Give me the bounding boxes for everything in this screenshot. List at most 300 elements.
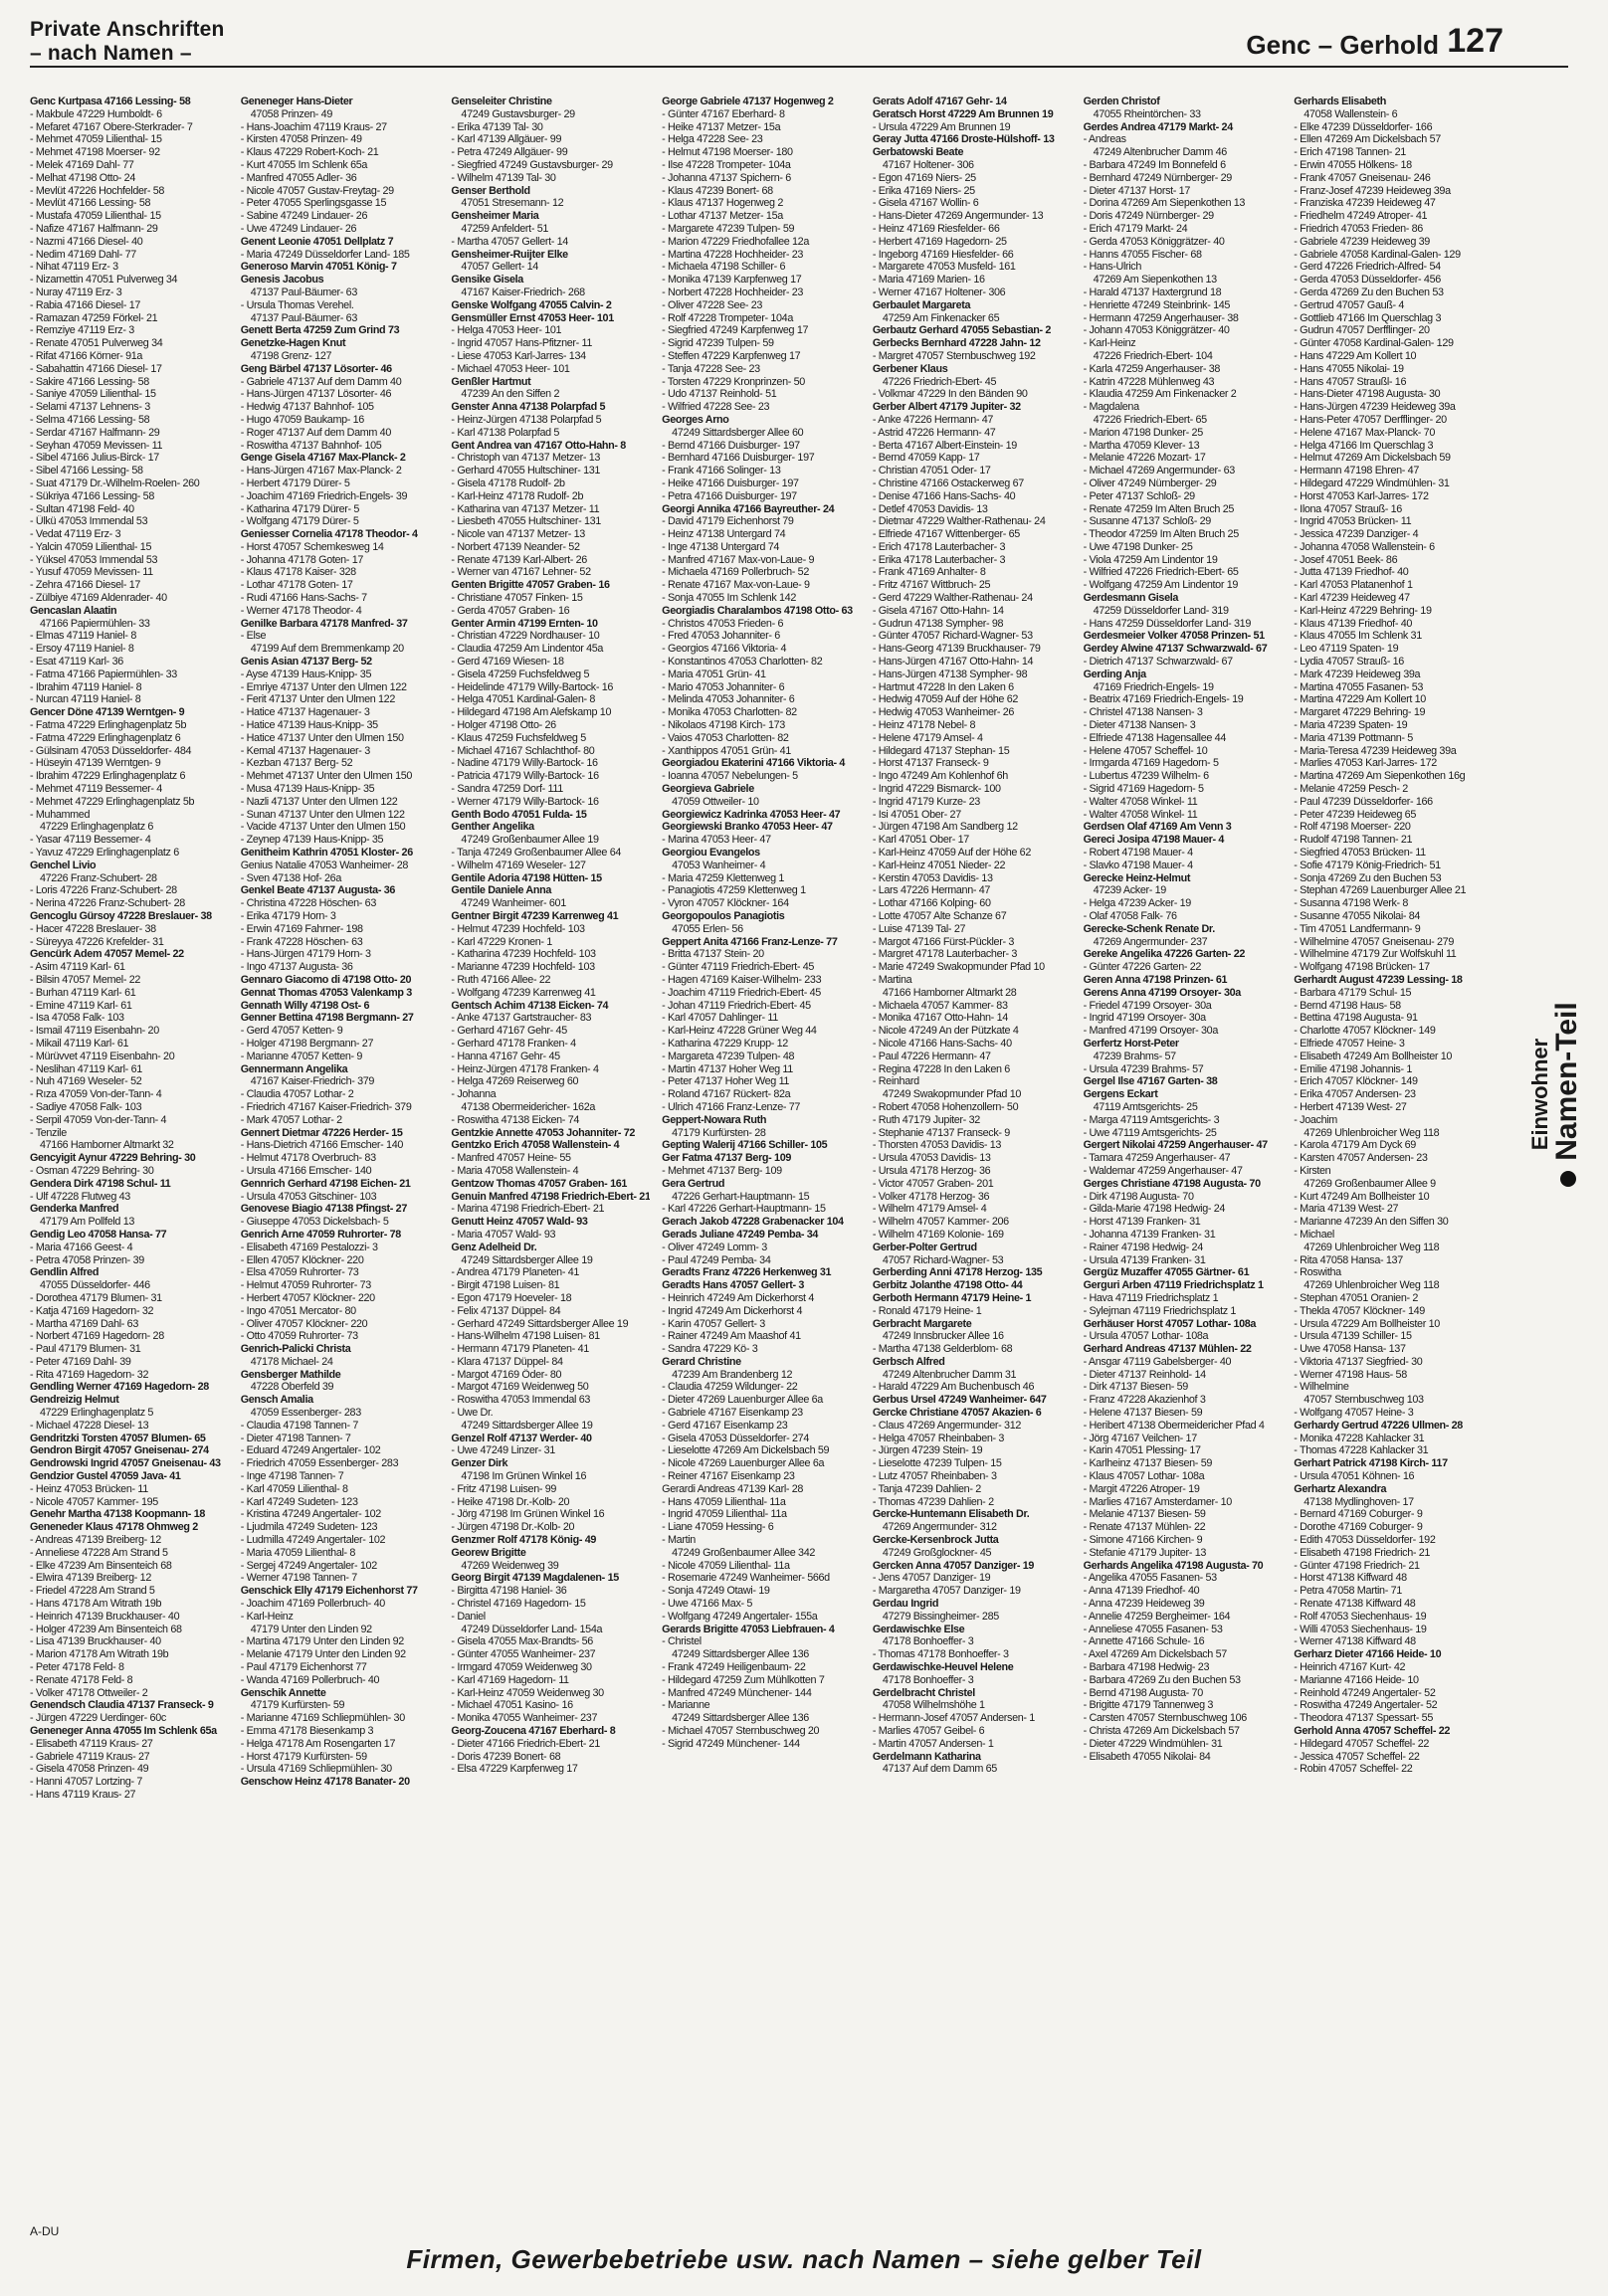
listing-entry: - Gilda-Marie 47198 Hedwig- 24: [1083, 1203, 1226, 1216]
listing-entry: - Gülsinam 47053 Düsseldorfer- 484: [30, 744, 192, 757]
listing-entry: - Klaus 47239 Bonert- 68: [662, 184, 773, 197]
listing-entry: - Mark 47057 Lothar- 2: [240, 1113, 342, 1126]
listing-entry: - Heinrich 47249 Am Dickerhorst 4: [662, 1291, 815, 1304]
listing-entry: - Karl-Heinz: [240, 1610, 294, 1623]
listing-entry: - Robert 47198 Mauer- 4: [1083, 847, 1193, 860]
listing-entry: - Thorsten 47053 Davidis- 13: [872, 1139, 1002, 1152]
listing-entry: 47198 Grenz- 127: [250, 349, 332, 362]
listing-entry: - Karl-Heinz 47059 Weidenweg 30: [451, 1686, 604, 1699]
listing-entry: - Ingeborg 47169 Hiesfelder- 66: [872, 248, 1014, 261]
listing-entry: - Martha 47057 Gellert- 14: [451, 235, 568, 248]
surname-entry: Gencer Döne 47139 Werntgen- 9: [30, 706, 185, 719]
listing-entry: - Werner 47138 Kiffward 48: [1294, 1635, 1416, 1648]
surname-entry: Gerbener Klaus: [872, 362, 948, 375]
listing-entry: - Waldemar 47259 Angerhauser- 47: [1083, 1164, 1243, 1177]
listing-entry: - Renate 47259 Im Alten Bruch 25: [1083, 502, 1235, 515]
listing-entry: - Asim 47119 Karl- 61: [30, 961, 125, 974]
surname-entry: Gerdes Andrea 47179 Markt- 24: [1083, 120, 1233, 133]
listing-entry: - Sigrid 47239 Tulpen- 59: [662, 337, 774, 350]
surname-entry: Geng Bärbel 47137 Lösorter- 46: [240, 362, 392, 375]
listing-entry: 47279 Bissingheimer- 285: [882, 1610, 999, 1623]
listing-entry: - Peter 47055 Sperlingsgasse 15: [240, 197, 387, 210]
listing-entry: - Giuseppe 47053 Dickelsbach- 5: [240, 1216, 389, 1229]
listing-entry: - Ursula 47239 Brahms- 57: [1083, 1062, 1204, 1075]
listing-entry: - Rolf 47228 Trompeter- 104a: [662, 311, 793, 324]
listing-entry: - Johanna: [451, 1088, 497, 1101]
listing-entry: - Heike 47137 Metzer- 15a: [662, 120, 781, 133]
listing-entry: - Sigrid 47169 Hagedorn- 5: [1083, 783, 1204, 796]
listing-entry: 47167 Kaiser-Friedrich- 268: [461, 286, 585, 298]
surname-entry: Genent Leonie 47051 Dellplatz 7: [240, 235, 394, 248]
surname-entry: Genovese Biagio 47138 Pfingst- 27: [240, 1203, 407, 1216]
listing-entry: 47055 Erlen- 56: [672, 922, 743, 935]
listing-entry: - Thomas 47178 Bonhoeffer- 3: [872, 1648, 1009, 1661]
listing-entry: 47239 An den Siffen 2: [461, 388, 560, 401]
listing-entry: - Hildegard 47137 Stephan- 15: [872, 744, 1010, 757]
listing-entry: - Gisela 47178 Rudolf- 2b: [451, 477, 565, 489]
listing-entry: 47199 Auf dem Bremmenkamp 20: [250, 643, 404, 656]
surname-entry: Genc Kurtpasa 47166 Lessing- 58: [30, 96, 191, 107]
listing-entry: - Helmut 47269 Am Dickelsbach 59: [1294, 452, 1451, 465]
listing-entry: - Yusuf 47059 Mevissen- 11: [30, 566, 153, 579]
surname-entry: Georg-Zoucena 47167 Eberhard- 8: [451, 1725, 616, 1737]
listing-entry: - Martha 47059 Klever- 13: [1083, 439, 1200, 452]
listing-entry: - Karin 47051 Plessing- 17: [1083, 1444, 1201, 1457]
listing-entry: 47249 Großglockner- 45: [882, 1546, 992, 1559]
listing-entry: 47138 Mydlinghoven- 17: [1304, 1495, 1414, 1508]
listing-entry: - Gerd 47229 Walther-Rathenau- 24: [872, 592, 1033, 605]
listing-entry: - Kurt 47249 Am Bollheister 10: [1294, 1190, 1430, 1203]
surname-entry: Genesis Jacobus: [240, 274, 324, 287]
surname-entry: Gerber-Polter Gertrud: [872, 1241, 977, 1253]
surname-entry: Gergert Nikolai 47259 Angerhauser- 47: [1083, 1139, 1268, 1152]
surname-entry: Gerdau Ingrid: [872, 1598, 939, 1611]
listing-entry: - Hugo 47059 Baukamp- 16: [240, 413, 364, 426]
listing-entry: - Karl 47053 Platanenhof 1: [1294, 579, 1413, 592]
listing-entry: - Rita 47058 Hansa- 137: [1294, 1253, 1403, 1266]
surname-entry: Gerard Christine: [662, 1355, 741, 1368]
listing-entry: - Yüksel 47053 Immendal 53: [30, 553, 158, 566]
listing-entry: - Marianne 47169 Schliepmühlen- 30: [240, 1712, 405, 1725]
listing-entry: - Hermann-Josef 47057 Andersen- 1: [872, 1712, 1035, 1725]
listing-entry: - Gerd 47226 Friedrich-Alfred- 54: [1294, 261, 1441, 274]
listing-entry: - Christel 47169 Hagedorn- 15: [451, 1598, 586, 1611]
listing-entry: - Michael 47269 Angermunder- 63: [1083, 465, 1235, 478]
listing-entry: - Neslihan 47119 Karl- 61: [30, 1062, 142, 1075]
surname-entry: Genz Adelheid Dr.: [451, 1241, 537, 1253]
listing-entry: - Herbert 47139 West- 27: [1294, 1100, 1407, 1113]
surname-entry: Gerhards Angelika 47198 Augusta- 70: [1083, 1559, 1264, 1572]
listing-columns: [30, 96, 1493, 2214]
listing-entry: - Hedwig 47137 Bahnhof- 105: [240, 401, 374, 414]
listing-entry: - Martin 47137 Hoher Weg 11: [662, 1062, 793, 1075]
listing-entry: - Wolfgang 47179 Dürer- 5: [240, 515, 359, 528]
listing-entry: - Johanna 47178 Goten- 17: [240, 553, 364, 566]
listing-entry: - Claudia 47198 Tannen- 7: [240, 1419, 359, 1432]
surname-entry: Gensberger Mathilde: [240, 1368, 341, 1381]
listing-entry: 47239 Brahms- 57: [1093, 1050, 1176, 1062]
listing-entry: - Wolfgang 47259 Am Lindentor 19: [1083, 579, 1239, 592]
listing-entry: - Uwe 47166 Max- 5: [662, 1598, 753, 1611]
listing-entry: - Ayse 47139 Haus-Knipp- 35: [240, 668, 372, 680]
listing-entry: - Sabine 47249 Lindauer- 26: [240, 210, 368, 223]
listing-entry: - Katharina 47229 Krupp- 12: [662, 1037, 788, 1050]
listing-entry: - Holger 47198 Otto- 26: [451, 719, 556, 732]
listing-entry: - Margot 47169 Öder- 80: [451, 1368, 562, 1381]
listing-entry: - Walter 47058 Winkel- 11: [1083, 795, 1198, 808]
listing-entry: - Mehmet 47119 Bessemer- 4: [30, 783, 162, 796]
listing-entry: - Nicole 47166 Hans-Sachs- 40: [872, 1037, 1012, 1050]
surname-entry: Gerbitz Jolanthe 47198 Otto- 44: [872, 1279, 1023, 1292]
surname-entry: Georgiou Evangelos: [662, 847, 760, 860]
listing-entry: - Viola 47259 Am Lindentor 19: [1083, 553, 1218, 566]
listing-entry: - Sakire 47166 Lessing- 58: [30, 375, 149, 388]
listing-entry: - Wilhelm 47169 Weseler- 127: [451, 859, 586, 871]
surname-entry: Geneneger Hans-Dieter: [240, 96, 353, 107]
bullet-dot-icon: [1560, 1171, 1576, 1187]
listing-entry: 47057 Sternbuschweg 103: [1304, 1394, 1424, 1407]
listing-entry: - Kerstin 47053 Davidis- 13: [872, 871, 993, 884]
listing-entry: - Mevlüt 47226 Hochfelder- 58: [30, 184, 165, 197]
surname-entry: Genetzke-Hagen Knut: [240, 337, 346, 350]
surname-entry: Gerdawischke Else: [872, 1623, 965, 1635]
surname-entry: Gerden Christof: [1083, 96, 1160, 107]
listing-entry: - Hagen 47169 Kaiser-Wilhelm- 233: [662, 973, 822, 986]
surname-entry: Gerfertz Horst-Peter: [1083, 1037, 1179, 1050]
listing-entry: - Sibel 47166 Julius-Birck- 17: [30, 452, 159, 465]
listing-entry: - Irmgard 47059 Weidenweg 30: [451, 1661, 592, 1674]
footer-note: Firmen, Gewerbebetriebe usw. nach Namen – siehe gelber Teil: [406, 2244, 1202, 2274]
listing-entry: - Kemal 47137 Hagenauer- 3: [240, 744, 370, 757]
surname-entry: Genzel Rolf 47137 Werder- 40: [451, 1432, 592, 1444]
listing-entry: - Gerhard 47249 Sittardsberger Allee 19: [451, 1317, 629, 1330]
listing-entry: - Hermann 47179 Planeten- 41: [451, 1343, 589, 1356]
listing-entry: - Uwe 47249 Linzer- 31: [451, 1444, 555, 1457]
surname-entry: Geratsch Horst 47229 Am Brunnen 19: [872, 107, 1054, 120]
listing-entry: - Elisabeth 47119 Kraus- 27: [30, 1737, 153, 1750]
listing-entry: - Frank 47057 Gneisenau- 246: [1294, 171, 1431, 184]
surname-entry: Genster Anna 47138 Polarpfad 5: [451, 401, 606, 414]
listing-entry: - Günter 47055 Wanheimer- 237: [451, 1648, 596, 1661]
listing-entry: - Hans 47055 Nikolai- 19: [1294, 362, 1404, 375]
listing-entry: - Günter 47057 Richard-Wagner- 53: [872, 630, 1033, 643]
listing-entry: - Denise 47166 Hans-Sachs- 40: [872, 489, 1016, 502]
listing-entry: - Musa 47139 Haus-Knipp- 35: [240, 783, 375, 796]
listing-column: [662, 96, 861, 2214]
listing-entry: - Fred 47053 Johanniter- 6: [662, 630, 780, 643]
listing-entry: - Mürüvvet 47119 Eisenbahn- 20: [30, 1050, 175, 1062]
listing-entry: - Wolfgang 47249 Angertaler- 155a: [662, 1610, 818, 1623]
listing-entry: - Joachim 47119 Friedrich-Ebert- 45: [662, 986, 821, 999]
listing-entry: 47226 Gerhart-Hauptmann- 15: [672, 1190, 810, 1203]
surname-entry: Gerach Jakob 47228 Grabenacker 104: [662, 1216, 844, 1229]
listing-entry: - Heidelinde 47179 Willy-Bartock- 16: [451, 680, 614, 693]
listing-entry: - Hans 47119 Kraus- 27: [30, 1788, 136, 1801]
listing-entry: - Gerd 47167 Eisenkamp 23: [662, 1419, 788, 1432]
listing-entry: - Zülbiye 47169 Aldenrader- 40: [30, 592, 167, 605]
listing-entry: - Maria 47139 West- 27: [1294, 1203, 1399, 1216]
listing-entry: - Jürgen 47229 Uerdinger- 60c: [30, 1712, 166, 1725]
listing-entry: - Friedhelm 47249 Atroper- 41: [1294, 210, 1428, 223]
listing-entry: - Annelie 47259 Bergheimer- 164: [1083, 1610, 1231, 1623]
listing-entry: - Ramazan 47259 Förkel- 21: [30, 311, 158, 324]
listing-entry: 47259 Am Finkenacker 65: [882, 311, 1000, 324]
listing-entry: - Horst 47057 Schemkesweg 14: [240, 540, 384, 553]
listing-entry: - Sükriya 47166 Lessing- 58: [30, 489, 154, 502]
listing-entry: - Magdalena: [1083, 401, 1139, 414]
listing-entry: - Nedim 47169 Dahl- 77: [30, 248, 136, 261]
name-range: Genc – Gerhold: [1246, 30, 1439, 60]
listing-entry: 47249 Gustavsburger- 29: [461, 107, 575, 120]
listing-column: [451, 96, 650, 2214]
listing-entry: - Tanja 47239 Dahlien- 2: [872, 1482, 981, 1495]
listing-entry: - Renate 47178 Feld- 8: [30, 1673, 133, 1686]
listing-entry: - Christine 47166 Ostackerweg 67: [872, 477, 1024, 489]
listing-entry: - Klaus 47139 Friedhof- 40: [1294, 617, 1413, 630]
listing-entry: - Eduard 47249 Angertaler- 102: [240, 1444, 381, 1457]
listing-entry: 47269 Großenbaumer Allee 9: [1304, 1177, 1436, 1190]
surname-entry: Genth Bodo 47051 Fulda- 15: [451, 808, 587, 821]
listing-entry: - Katja 47169 Hagedorn- 32: [30, 1304, 154, 1317]
listing-entry: - Marianne: [662, 1699, 710, 1712]
listing-entry: - Manfred 47167 Max-von-Laue- 9: [662, 553, 815, 566]
listing-entry: - Vyron 47057 Klöckner- 164: [662, 897, 789, 910]
listing-entry: - Lothar 47166 Kolping- 60: [872, 897, 991, 910]
listing-entry: - Nihat 47119 Erz- 3: [30, 261, 118, 274]
listing-entry: - Erich 47057 Klöckner- 149: [1294, 1075, 1418, 1088]
surname-entry: Geray Jutta 47166 Droste-Hülshoff- 13: [872, 133, 1055, 146]
listing-entry: - Ursula 47229 Am Brunnen 19: [872, 120, 1011, 133]
listing-entry: - Yavuz 47229 Erlinghagenplatz 6: [30, 847, 179, 860]
listing-entry: - Ingo 47249 Am Kohlenhof 6h: [872, 770, 1008, 783]
listing-entry: - Marina 47053 Heer- 47: [662, 834, 771, 847]
listing-entry: - Fatma 47229 Erlinghagenplatz 5b: [30, 719, 187, 732]
listing-entry: - Fritz 47198 Luisen- 99: [451, 1482, 557, 1495]
surname-entry: Geneneder Klaus 47178 Ohmweg 2: [30, 1521, 198, 1534]
listing-entry: Genius Natalie 47053 Wanheimer- 28: [240, 859, 409, 871]
surname-entry: Genseleiter Christine: [451, 96, 552, 107]
listing-entry: - Petra 47058 Prinzen- 39: [30, 1253, 144, 1266]
listing-entry: - Karl 47229 Kronen- 1: [451, 935, 552, 948]
listing-entry: - Joachim 47169 Friedrich-Engels- 39: [240, 489, 408, 502]
listing-entry: - Volker 47178 Herzog- 36: [872, 1190, 990, 1203]
listing-entry: - Dieter 47137 Reinhold- 14: [1083, 1368, 1206, 1381]
listing-entry: - Jutta 47139 Friedhof- 40: [1294, 566, 1409, 579]
listing-entry: - Margaret 47229 Behring- 19: [1294, 706, 1426, 719]
surname-entry: Geppert-Nowara Ruth: [662, 1113, 767, 1126]
listing-entry: - Thomas 47239 Dahlien- 2: [872, 1495, 994, 1508]
listing-entry: - Ursula Thomas Verehel.: [240, 298, 354, 311]
listing-entry: - Ibrahim 47119 Haniel- 8: [30, 680, 142, 693]
listing-entry: 47249 Sittardsberger Allee 60: [672, 426, 804, 439]
listing-entry: 47051 Stresemann- 12: [461, 197, 564, 210]
surname-entry: Georgieva Gabriele: [662, 783, 754, 796]
listing-entry: 47228 Oberfeld 39: [250, 1381, 334, 1394]
listing-entry: - Klaudia 47259 Am Finkenacker 2: [1083, 388, 1237, 401]
surname-entry: Georew Brigitte: [451, 1546, 526, 1559]
listing-entry: - Marianne 47166 Heide- 10: [1294, 1673, 1419, 1686]
listing-entry: - Gabriele 47058 Kardinal-Galen- 129: [1294, 248, 1461, 261]
listing-entry: - Peter 47169 Dahl- 39: [30, 1355, 131, 1368]
listing-entry: - Ursula 47139 Franken- 31: [1083, 1253, 1206, 1266]
listing-entry: - Andrea 47179 Planeten- 41: [451, 1266, 580, 1279]
listing-entry: 47058 Wilhelmshöhe 1: [882, 1699, 985, 1712]
surname-entry: Gerats Adolf 47167 Gehr- 14: [872, 96, 1007, 107]
listing-entry: - Sandra 47259 Dorf- 111: [451, 783, 563, 796]
listing-entry: - Gottlieb 47166 Im Querschlag 3: [1294, 311, 1442, 324]
listing-entry: - Kezban 47137 Berg- 52: [240, 757, 353, 770]
listing-entry: - Karl 47226 Gerhart-Hauptmann- 15: [662, 1203, 826, 1216]
listing-entry: - Michael 47053 Heer- 101: [451, 362, 570, 375]
listing-entry: 47179 Am Pollfeld 13: [40, 1216, 135, 1229]
listing-entry: - Gerhard 47055 Hultschiner- 131: [451, 465, 601, 478]
listing-entry: - Dieter 47269 Lauenburger Allee 6a: [662, 1394, 823, 1407]
surname-entry: Genßler Hartmut: [451, 375, 531, 388]
listing-entry: 47137 Paul-Bäumer- 63: [250, 311, 357, 324]
listing-entry: - Brigitte 47179 Tannenweg 3: [1083, 1699, 1214, 1712]
listing-entry: 47239 Am Brandenberg 12: [672, 1368, 793, 1381]
listing-entry: - Ansgar 47119 Gabelsberger- 40: [1083, 1355, 1232, 1368]
listing-entry: - Tim 47051 Landfermann- 9: [1294, 922, 1421, 935]
listing-entry: - Helene 47179 Amsel- 4: [872, 731, 983, 744]
listing-entry: - Helga 47269 Reiserweg 60: [451, 1075, 579, 1088]
listing-entry: - Sabahattin 47166 Diesel- 17: [30, 362, 162, 375]
listing-entry: - Claudia 47259 Wildunger- 22: [662, 1381, 798, 1394]
listing-entry: 47249 Düsseldorfer Land- 154a: [461, 1623, 603, 1635]
listing-entry: - Hatice 47139 Haus-Knipp- 35: [240, 719, 378, 732]
listing-entry: - Herbert 47169 Hagedorn- 25: [872, 235, 1007, 248]
listing-entry: - Victor 47057 Graben- 201: [872, 1177, 994, 1190]
listing-entry: - Erika 47139 Tal- 30: [451, 120, 543, 133]
listing-entry: - Hava 47119 Friedrichsplatz 1: [1083, 1291, 1219, 1304]
listing-entry: - Ruth 47166 Allee- 22: [451, 973, 551, 986]
listing-entry: - Thomas 47228 Kahlacker 31: [1294, 1444, 1429, 1457]
listing-entry: - Hans-Jürgen 47137 Lösorter- 46: [240, 388, 392, 401]
listing-entry: 47249 Sittardsberger Allee 136: [672, 1712, 809, 1725]
surname-entry: Genilke Barbara 47178 Manfred- 37: [240, 617, 408, 630]
listing-entry: - Marianne 47239 An den Siffen 30: [1294, 1216, 1449, 1229]
listing-entry: - Heinrich 47167 Kurt- 42: [1294, 1661, 1406, 1674]
listing-entry: - Johanna 47137 Spichern- 6: [662, 171, 791, 184]
listing-entry: - Katharina 47239 Hochfeld- 103: [451, 948, 596, 961]
listing-entry: - Margot 47166 Fürst-Pückler- 3: [872, 935, 1015, 948]
listing-entry: - Martina 47228 Hochheider- 23: [662, 248, 804, 261]
surname-entry: Gendzior Gustel 47059 Java- 41: [30, 1470, 181, 1483]
listing-entry: - Zeynep 47139 Haus-Knipp- 35: [240, 834, 384, 847]
listing-entry: - Ronald 47179 Heine- 1: [872, 1304, 982, 1317]
listing-entry: - Klaus 47229 Robert-Koch- 21: [240, 146, 379, 159]
listing-entry: - Selami 47137 Lehnens- 3: [30, 401, 150, 414]
listing-entry: - Hans-Dietrich 47166 Emscher- 140: [240, 1139, 404, 1152]
listing-entry: 47249 Sittardsberger Allee 136: [672, 1648, 809, 1661]
surname-entry: Generoso Marvin 47051 König- 7: [240, 261, 397, 274]
listing-entry: 47166 Hamborner Altmarkt 32: [40, 1139, 174, 1152]
listing-entry: - Hans-Jürgen 47167 Max-Planck- 2: [240, 465, 402, 478]
listing-entry: 47269 Angermunder- 312: [882, 1521, 997, 1534]
listing-entry: - Holger 47239 Am Binsenteich 68: [30, 1623, 182, 1635]
listing-entry: - Karl 47249 Sudeten- 123: [240, 1495, 358, 1508]
listing-entry: - Peter 47137 Schloß- 29: [1083, 489, 1195, 502]
listing-entry: - Horst 47179 Kurfürsten- 59: [240, 1750, 367, 1763]
listing-entry: - Britta 47137 Stein- 20: [662, 948, 764, 961]
listing-entry: - Kirsten: [1294, 1164, 1331, 1177]
surname-entry: Genge Gisela 47167 Max-Planck- 2: [240, 452, 406, 465]
surname-entry: Genschik Annette: [240, 1686, 326, 1699]
listing-entry: - Doris 47249 Nürnberger- 29: [1083, 210, 1214, 223]
listing-entry: - Bernard 47169 Coburger- 9: [1294, 1508, 1423, 1521]
listing-entry: - Hans-Jürgen 47138 Sympher- 98: [872, 668, 1028, 680]
surname-entry: Gereke Angelika 47226 Garten- 22: [1083, 948, 1246, 961]
surname-entry: Gendrowski Ingrid 47057 Gneisenau- 43: [30, 1457, 221, 1470]
surname-entry: Genschow Heinz 47178 Banater- 20: [240, 1776, 410, 1789]
listing-entry: - Karl 47051 Ober- 17: [872, 834, 969, 847]
listing-entry: - Marion 47198 Dunker- 25: [1083, 426, 1203, 439]
surname-entry: Geppert Anita 47166 Franz-Lenze- 77: [662, 935, 838, 948]
listing-entry: - Hans-Wilhelm 47198 Luisen- 81: [451, 1330, 600, 1343]
listing-entry: 47179 Unter den Linden 92: [250, 1623, 372, 1635]
listing-entry: - Ljudmila 47249 Sudeten- 123: [240, 1521, 378, 1534]
surname-entry: Gerhardy Gertrud 47226 Ullmen- 28: [1294, 1419, 1463, 1432]
surname-entry: Genschick Elly 47179 Eichenhorst 77: [240, 1585, 418, 1598]
listing-entry: - Ursula 47053 Gitschiner- 103: [240, 1190, 377, 1203]
listing-entry: 47269 Angermunder- 237: [1093, 935, 1208, 948]
listing-entry: - Selma 47166 Lessing- 58: [30, 413, 150, 426]
listing-entry: - Hanni 47057 Lortzing- 7: [30, 1776, 143, 1789]
listing-entry: - Ulrich 47166 Franz-Lenze- 77: [662, 1100, 801, 1113]
surname-entry: Gerdawischke-Heuvel Helene: [872, 1661, 1014, 1674]
listing-entry: - Christina 47228 Höschen- 63: [240, 897, 376, 910]
listing-entry: - Michael 47057 Sternbuschweg 20: [662, 1725, 820, 1737]
listing-entry: - Mario 47053 Johanniter- 6: [662, 680, 785, 693]
listing-entry: - Erika 47179 Horn- 3: [240, 910, 336, 922]
listing-entry: - Oliver 47249 Lomm- 3: [662, 1241, 767, 1253]
listing-entry: 47226 Friedrich-Ebert- 104: [1093, 349, 1213, 362]
listing-entry: - Peter 47178 Feld- 8: [30, 1661, 124, 1674]
listing-entry: - Horst 47139 Franken- 31: [1083, 1216, 1201, 1229]
listing-entry: - Franz-Josef 47239 Heideweg 39a: [1294, 184, 1451, 197]
listing-entry: - Daniel: [451, 1610, 486, 1623]
listing-entry: - Theodora 47137 Spessart- 55: [1294, 1712, 1433, 1725]
listing-entry: - Marion 47178 Am Witrath 19b: [30, 1648, 169, 1661]
listing-entry: - Rabia 47166 Diesel- 17: [30, 298, 141, 311]
listing-entry: - Christian 47051 Oder- 17: [872, 465, 991, 478]
surname-entry: Gensmüller Ernst 47053 Heer- 101: [451, 311, 614, 324]
listing-entry: - Anneliese 47228 Am Strand 5: [30, 1546, 168, 1559]
surname-entry: Genske Wolfgang 47055 Calvin- 2: [451, 298, 612, 311]
listing-entry: - Werner 47198 Tannen- 7: [240, 1572, 357, 1585]
surname-entry: Gerhartz Alexandra: [1294, 1482, 1387, 1495]
surname-entry: Gendreizig Helmut: [30, 1394, 119, 1407]
surname-entry: Gereci Josipa 47198 Mauer- 4: [1083, 834, 1225, 847]
listing-entry: - Manfred 47055 Adler- 36: [240, 171, 357, 184]
listing-entry: - Saniye 47059 Lilienthal- 15: [30, 388, 156, 401]
surname-entry: Gerens Anna 47199 Orsoyer- 30a: [1083, 986, 1241, 999]
listing-entry: - Astrid 47226 Hermann- 47: [872, 426, 996, 439]
listing-entry: - Gisela 47259 Fuchsfeldweg 5: [451, 668, 590, 680]
listing-entry: - Heinz 47053 Brücken- 11: [30, 1482, 148, 1495]
listing-entry: - Rainer 47198 Hedwig- 24: [1083, 1241, 1203, 1253]
listing-entry: - Simone 47166 Kirchen- 9: [1083, 1534, 1203, 1547]
listing-entry: - Isa 47058 Falk- 103: [30, 1012, 124, 1025]
surname-entry: Genitheim Kathrin 47051 Kloster- 26: [240, 847, 413, 860]
listing-entry: - Stephan 47051 Oranien- 2: [1294, 1291, 1419, 1304]
listing-entry: 47178 Michael- 24: [250, 1355, 333, 1368]
listing-entry: - Roswitha 47138 Eicken- 74: [451, 1113, 580, 1126]
listing-entry: - Walter 47058 Winkel- 11: [1083, 808, 1198, 821]
listing-entry: - Luise 47139 Tal- 27: [872, 922, 966, 935]
listing-entry: - Hans-Joachim 47119 Kraus- 27: [240, 120, 387, 133]
listing-entry: - Nicole 47057 Gustav-Freytag- 29: [240, 184, 394, 197]
